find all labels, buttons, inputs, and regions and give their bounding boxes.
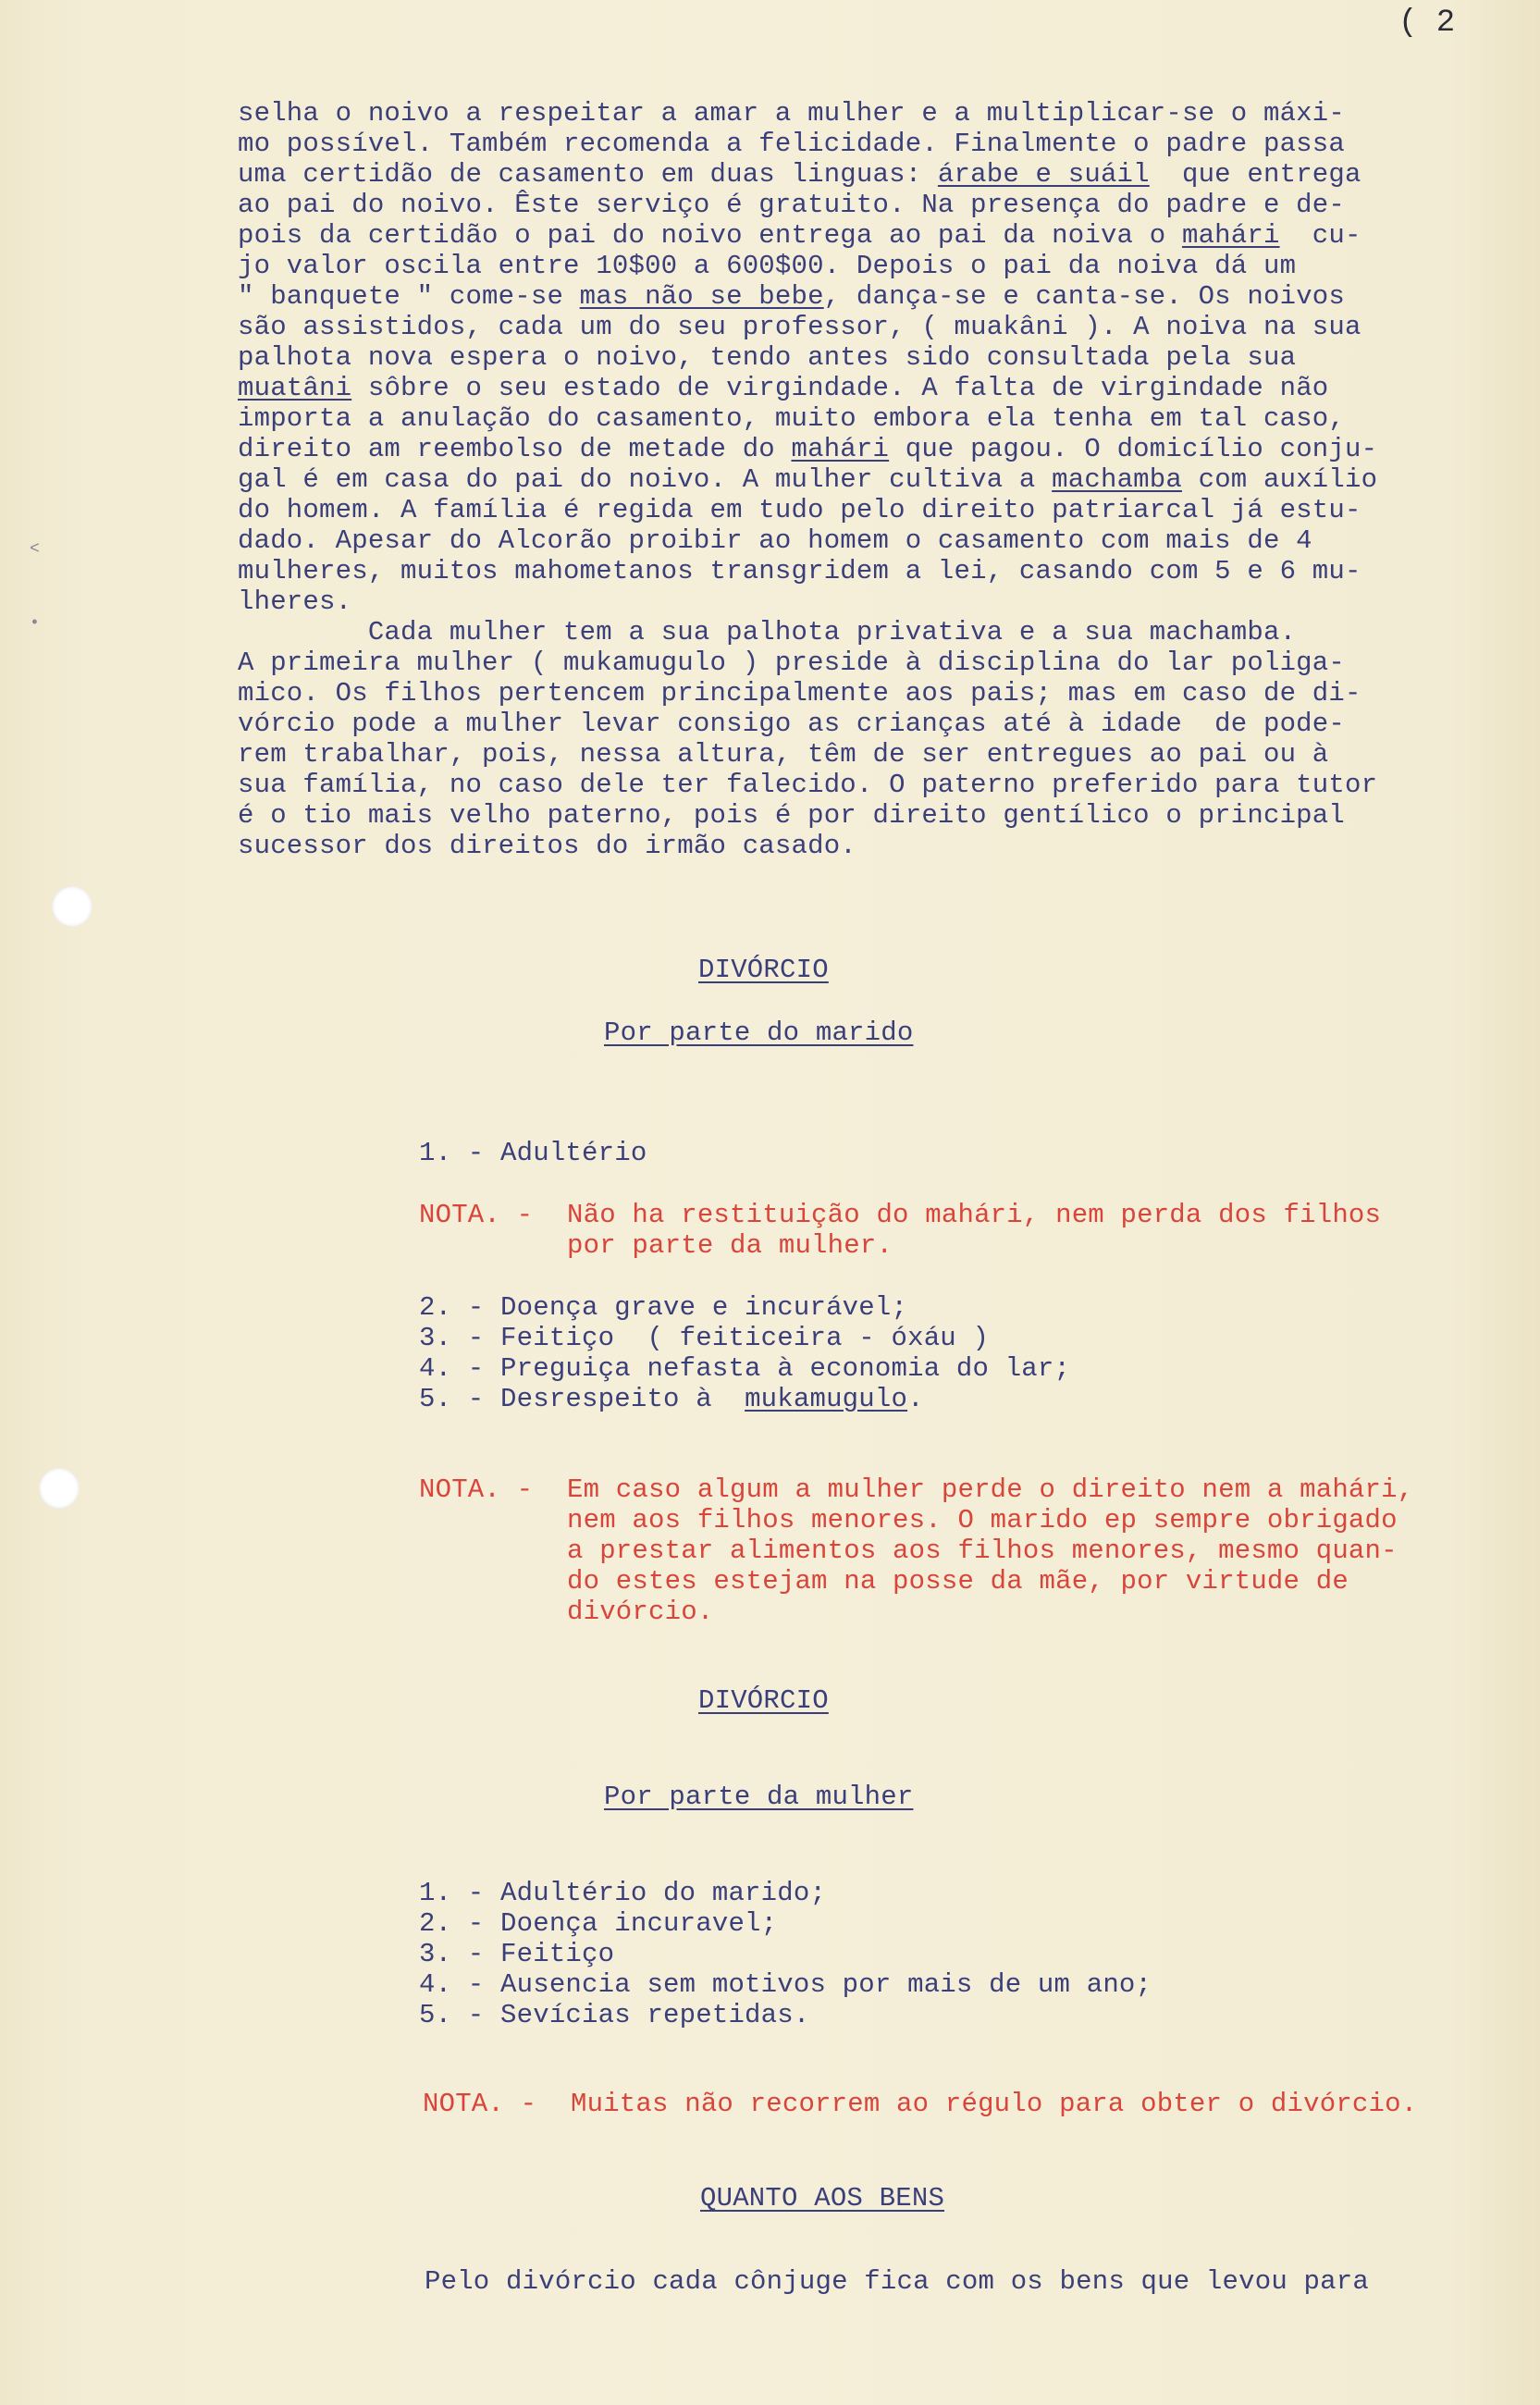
margin-mark: • — [30, 614, 40, 633]
list-item: 5. - Sevícias repetidas. — [419, 2000, 810, 2030]
text-line: do homem. A família é regida em tudo pelo direito patriarcal já estu- — [238, 495, 1361, 525]
text-line: A primeira mulher ( mukamugulo ) preside à disciplina do lar poliga- — [238, 648, 1345, 678]
text-line: pois da certidão o pai do noivo entrega ao pai da noiva o mahári cu- — [238, 220, 1361, 251]
punch-hole-top — [52, 886, 92, 927]
text-line: sua família, no caso dele ter falecido. O paterno preferido para tutor — [238, 770, 1378, 800]
text-line: lheres. — [238, 586, 352, 617]
page-number: ( 2 — [1398, 6, 1456, 41]
note-text: por parte da mulher. — [567, 1230, 893, 1261]
text-line: uma certidão de casamento em duas linguas: árabe e suáil que entrega — [238, 159, 1361, 190]
list-item: 1. - Adultério — [419, 1138, 647, 1168]
list-item: 1. - Adultério do marido; — [419, 1878, 827, 1908]
list-item: 3. - Feitiço — [419, 1939, 615, 1969]
list-item: 5. - Desrespeito à mukamugulo. — [419, 1384, 924, 1414]
list-item: 2. - Doença grave e incurável; — [419, 1292, 908, 1323]
text-line: importa a anulação do casamento, muito embora ela tenha em tal caso, — [238, 403, 1345, 434]
section-subtitle: Por parte da mulher — [604, 1782, 914, 1812]
text-line: ao pai do noivo. Êste serviço é gratuito. Na presença do padre e de- — [238, 190, 1345, 220]
text-line: Cada mulher tem a sua palhota privativa e a sua machamba. — [238, 617, 1297, 648]
text-line: mo possível. Também recomenda a felicidade. Finalmente o padre passa — [238, 129, 1345, 159]
text-line: muatâni sôbre o seu estado de virgindade. A falta de virgindade não — [238, 373, 1329, 403]
text-line: jo valor oscila entre 10$00 a 600$00. Depois o pai da noiva dá um — [238, 251, 1297, 281]
text-line: rem trabalhar, pois, nessa altura, têm de ser entregues ao pai ou à — [238, 739, 1329, 770]
section-subtitle: Por parte do marido — [604, 1018, 914, 1048]
note-text: Em caso algum a mulher perde o direito nem a mahári, — [567, 1474, 1414, 1505]
section-title: QUANTO AOS BENS — [700, 2183, 945, 2214]
note-text: Não ha restituição do mahári, nem perda dos filhos — [567, 1200, 1382, 1230]
text-line: sucessor dos direitos do irmão casado. — [238, 831, 856, 861]
text-line: Pelo divórcio cada cônjuge fica com os bens que levou para — [425, 2266, 1369, 2297]
list-item: 3. - Feitiço ( feiticeira - óxáu ) — [419, 1323, 990, 1353]
note-text: a prestar alimentos aos filhos menores, mesmo quan- — [567, 1536, 1398, 1566]
text-line: dado. Apesar do Alcorão proibir ao homem o casamento com mais de 4 — [238, 525, 1312, 556]
punch-hole-bottom — [39, 1468, 80, 1509]
text-line: mico. Os filhos pertencem principalmente aos pais; mas em caso de di- — [238, 678, 1361, 709]
text-line: são assistidos, cada um do seu professor, ( muakâni ). A noiva na sua — [238, 312, 1361, 342]
note-text: Muitas não recorrem ao régulo para obter o divórcio. — [571, 2089, 1418, 2119]
list-item: 2. - Doença incuravel; — [419, 1908, 778, 1939]
note-text: do estes estejam na posse da mãe, por virtude de — [567, 1566, 1349, 1597]
margin-mark: < — [30, 540, 40, 559]
text-line: vórcio pode a mulher levar consigo as crianças até à idade de pode- — [238, 709, 1345, 739]
section-title: DIVÓRCIO — [698, 955, 829, 985]
text-line: mulheres, muitos mahometanos transgridem a lei, casando com 5 e 6 mu- — [238, 556, 1361, 586]
text-line: direito am reembolso de metade do mahári que pagou. O domicílio conju- — [238, 434, 1378, 464]
text-line: é o tio mais velho paterno, pois é por direito gentílico o principal — [238, 800, 1345, 831]
text-line: palhota nova espera o noivo, tendo antes sido consultada pela sua — [238, 342, 1297, 373]
text-line: gal é em casa do pai do noivo. A mulher cultiva a machamba com auxílio — [238, 464, 1378, 495]
text-line: " banquete " come-se mas não se bebe, dança-se e canta-se. Os noivos — [238, 281, 1346, 312]
note-label: NOTA. - — [419, 1474, 534, 1505]
list-item: 4. - Ausencia sem motivos por mais de um ano; — [419, 1969, 1152, 2000]
note-label: NOTA. - — [419, 1200, 534, 1230]
note-text: nem aos filhos menores. O marido ep sempre obrigado — [567, 1505, 1398, 1536]
section-title: DIVÓRCIO — [698, 1685, 829, 1716]
note-text: divórcio. — [567, 1597, 714, 1627]
text-line: selha o noivo a respeitar a amar a mulher e a multiplicar-se o máxi- — [238, 98, 1345, 129]
note-label: NOTA. - — [423, 2089, 537, 2119]
list-item: 4. - Preguiça nefasta à economia do lar; — [419, 1353, 1071, 1384]
